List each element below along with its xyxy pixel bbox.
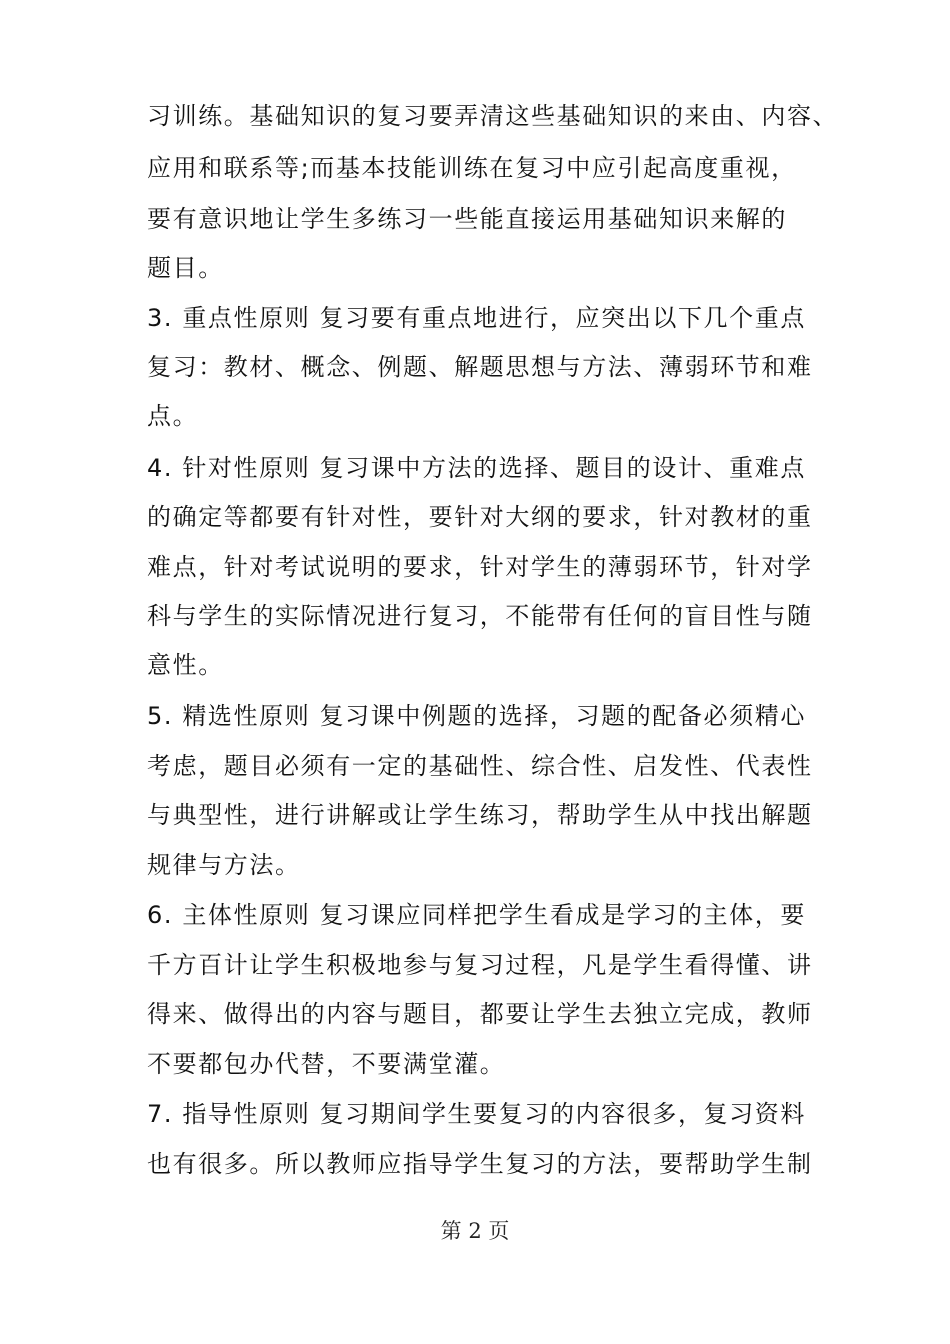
text-line: 意性。 (147, 651, 224, 679)
text-line: 与典型性，进行讲解或让学生练习，帮助学生从中找出解题 (147, 801, 813, 829)
text-line: 也有很多。所以教师应指导学生复习的方法，要帮助学生制 (147, 1150, 813, 1178)
text-line: 点。 (147, 402, 199, 430)
text-line: 5. 精选性原则 复习课中例题的选择，习题的配备必须精心 (147, 702, 806, 730)
text-line: 应用和联系等;而基本技能训练在复习中应引起高度重视， (147, 154, 797, 182)
text-line: 习训练。基础知识的复习要弄清这些基础知识的来由、内容、 (147, 102, 839, 130)
text-line: 难点，针对考试说明的要求，针对学生的薄弱环节，针对学 (147, 553, 813, 581)
text-line: 考虑，题目必须有一定的基础性、综合性、启发性、代表性 (147, 752, 813, 780)
text-line: 千方百计让学生积极地参与复习过程，凡是学生看得懂、讲 (147, 951, 813, 979)
text-line: 不要都包办代替，不要满堂灌。 (147, 1050, 506, 1078)
text-line: 题目。 (147, 254, 224, 282)
page-number: 第 2 页 (440, 1219, 510, 1243)
text-line: 的确定等都要有针对性，要针对大纲的要求，针对教材的重 (147, 503, 813, 531)
text-line: 规律与方法。 (147, 851, 301, 879)
text-line: 6. 主体性原则 复习课应同样把学生看成是学习的主体，要 (147, 901, 806, 929)
text-line: 复习：教材、概念、例题、解题思想与方法、薄弱环节和难 (147, 353, 813, 381)
text-line: 7. 指导性原则 复习期间学生要复习的内容很多，复习资料 (147, 1100, 806, 1128)
text-line: 得来、做得出的内容与题目，都要让学生去独立完成，教师 (147, 1000, 813, 1028)
text-line: 3. 重点性原则 复习要有重点地进行，应突出以下几个重点 (147, 304, 806, 332)
text-line: 科与学生的实际情况进行复习，不能带有任何的盲目性与随 (147, 602, 813, 630)
text-line: 4. 针对性原则 复习课中方法的选择、题目的设计、重难点 (147, 454, 806, 482)
text-line: 要有意识地让学生多练习一些能直接运用基础知识来解的 (147, 205, 787, 233)
